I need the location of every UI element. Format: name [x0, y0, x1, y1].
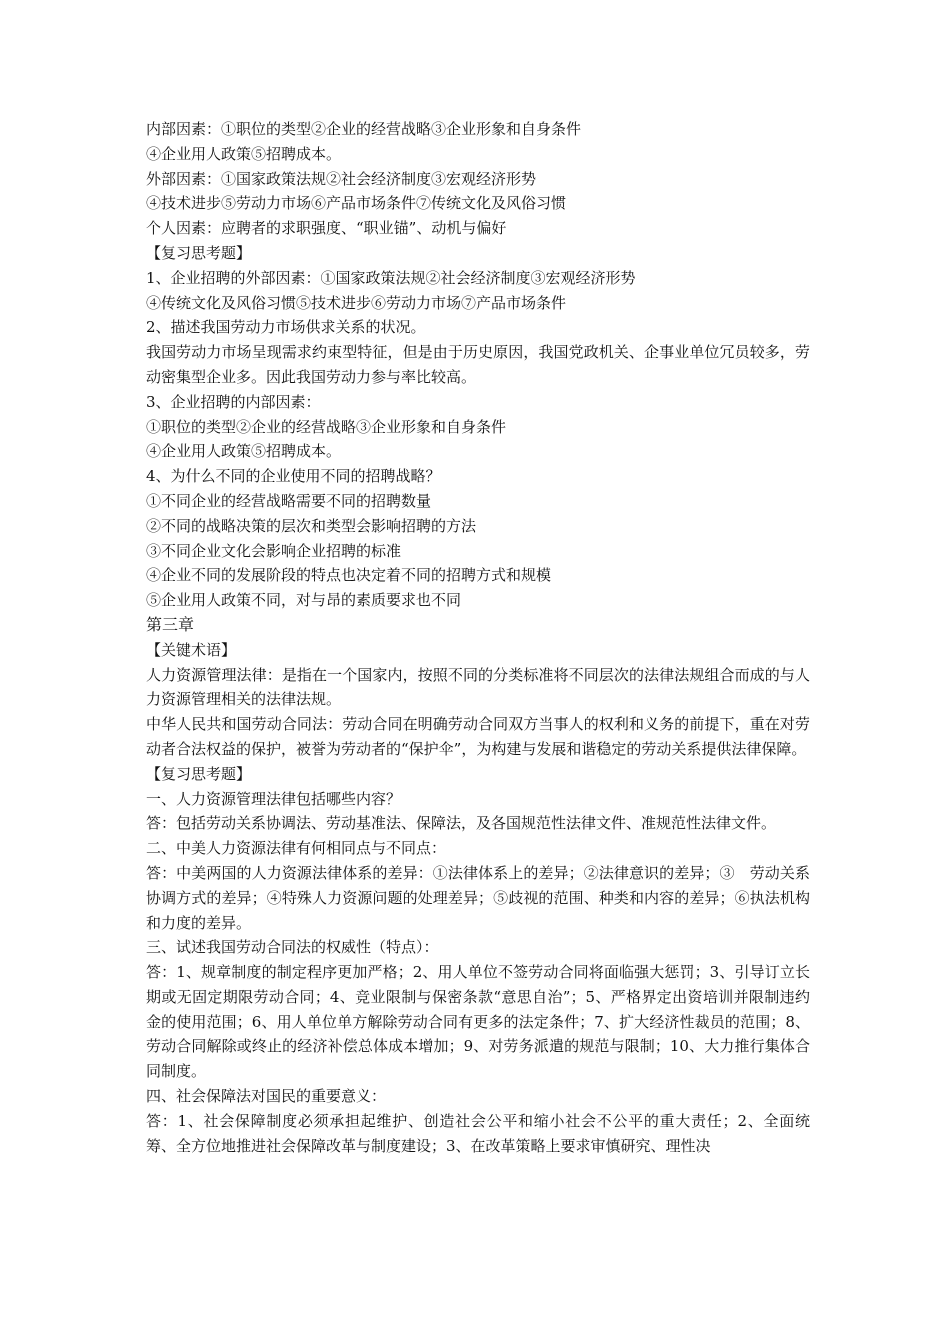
chapter-heading: 第三章 [146, 614, 195, 634]
text-line: ①职位的类型②企业的经营战略③企业形象和自身条件 [146, 417, 507, 436]
section-heading: 【关键术语】 [146, 640, 237, 659]
list-item: ③不同企业文化会影响企业招聘的标准 [146, 541, 402, 560]
answer-paragraph: 答：包括劳动关系协调法、劳动基准法、保障法，及各国规范性法律文件、准规范性法律文件。 [146, 814, 777, 833]
list-item: ②不同的战略决策的层次和类型会影响招聘的方法 [146, 516, 477, 535]
list-item: ④企业不同的发展阶段的特点也决定着不同的招聘方式和规模 [146, 566, 552, 585]
answer-paragraph: 答：1、规章制度的制定程序更加严格；2、用人单位不签劳动合同将面临强大惩罚；3、引导订立长期或无固定期限劳动合同；4、竞业限制与保密条款“意思自治”；5、严格界定出资培训并限制违约金的使用范围；6、用人单位单方解除劳动合同有更多的法定条件；7、扩大经济性裁员的范围；8、劳动合同解除或终止的经济补偿总体成本增加；9、对劳务派遣的规范与限制；10、大力推行集体合同制度。 [146, 963, 810, 1081]
definition-paragraph: 中华人民共和国劳动合同法：劳动合同在明确劳动合同双方当事人的权利和义务的前提下，重在对劳动者合法权益的保护，被誉为劳动者的“保护伞”，为构建与发展和谐稳定的劳动关系提供法律保障。 [146, 715, 810, 758]
text-line: 个人因素：应聘者的求职强度、“职业锚”、动机与偏好 [146, 219, 507, 238]
text-line: 外部因素：①国家政策法规②社会经济制度③宏观经济形势 [146, 169, 537, 188]
question-line: 一、人力资源管理法律包括哪些内容？ [146, 789, 402, 808]
list-item: ①不同企业的经营战略需要不同的招聘数量 [146, 491, 432, 510]
document-page [146, 117, 810, 1158]
question-line: 1、企业招聘的外部因素：①国家政策法规②社会经济制度③宏观经济形势 [146, 268, 636, 287]
section-heading: 【复习思考题】 [146, 243, 252, 262]
text-line: ④企业用人政策⑤招聘成本。 [146, 442, 342, 461]
question-line: 3、企业招聘的内部因素： [146, 392, 321, 411]
question-line: 三、试述我国劳动合同法的权威性（特点）： [146, 938, 439, 957]
text-line: 内部因素：①职位的类型②企业的经营战略③企业形象和自身条件 [146, 120, 582, 138]
question-line: 4、为什么不同的企业使用不同的招聘战略？ [146, 467, 441, 486]
answer-paragraph: 答：中美两国的人力资源法律体系的差异：①法律体系上的差异；②法律意识的差异；③ 劳动关系协调方式的差异；④特殊人力资源问题的处理差异；⑤歧视的范围、种类和内容的差异；⑥执法机构和力度的差异。 [146, 863, 810, 932]
question-line: 四、社会保障法对国民的重要意义： [146, 1087, 387, 1106]
text-line: ④企业用人政策⑤招聘成本。 [146, 144, 342, 163]
text-line: ④技术进步⑤劳动力市场⑥产品市场条件⑦传统文化及风俗习惯 [146, 194, 567, 213]
list-item: ⑤企业用人政策不同，对与昂的素质要求也不同 [146, 591, 462, 610]
answer-paragraph: 答：1、社会保障制度必须承担起维护、创造社会公平和缩小社会不公平的重大责任；2、全面统筹、全方位地推进社会保障改革与制度建设；3、在改革策略上要求审慎研究、理性决 [146, 1111, 810, 1155]
text-line: ④传统文化及风俗习惯⑤技术进步⑥劳动力市场⑦产品市场条件 [146, 293, 567, 312]
question-line: 2、描述我国劳动力市场供求关系的状况。 [146, 318, 426, 337]
definition-paragraph: 人力资源管理法律：是指在一个国家内，按照不同的分类标准将不同层次的法律法规组合而成的与人力资源管理相关的法律法规。 [146, 665, 810, 709]
question-line: 二、中美人力资源法律有何相同点与不同点： [146, 839, 447, 858]
section-heading: 【复习思考题】 [146, 764, 252, 783]
answer-paragraph: 我国劳动力市场呈现需求约束型特征，但是由于历史原因，我国党政机关、企事业单位冗员较多，劳动密集型企业多。因此我国劳动力参与率比较高。 [146, 343, 810, 386]
